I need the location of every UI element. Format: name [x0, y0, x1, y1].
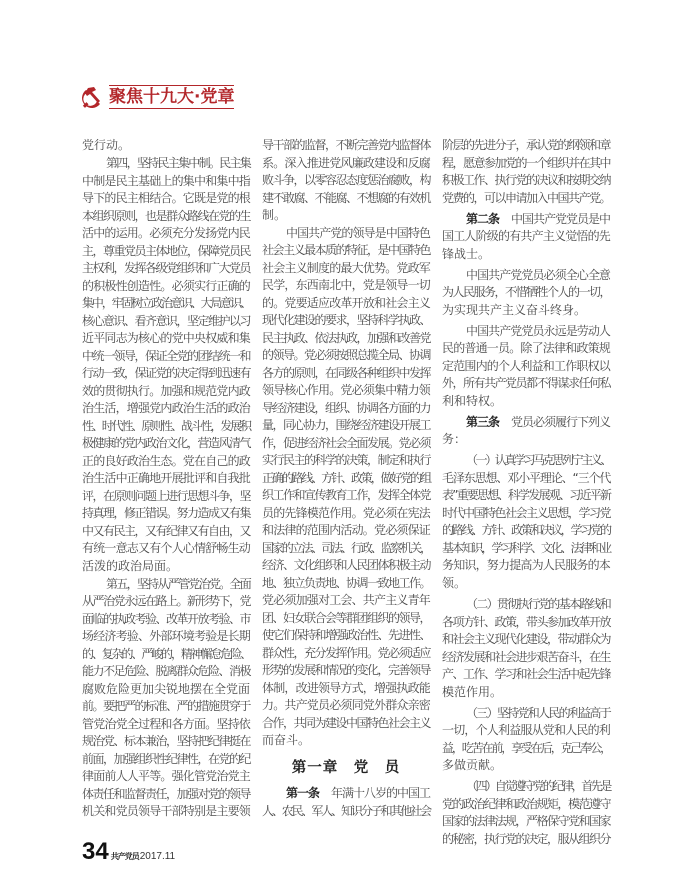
text-line: 集中，牢固树立政治意识、大局意识、: [82, 296, 251, 310]
section-title-frame: [109, 85, 234, 109]
text-line: 党费的，可以申请加入中国共产党。: [442, 190, 611, 205]
article-text: 党员必须履行下列义: [511, 414, 611, 429]
text-line: 近平同志为核心的党中央权威和集: [82, 331, 251, 345]
text-line: 中又有民主，又有纪律又有自由，又: [82, 523, 251, 538]
text-line: （四）自觉遵守党的纪律，首先是: [466, 779, 611, 794]
paragraph: [442, 596, 610, 701]
paragraph: [442, 705, 610, 775]
text-line: 领导核心作用。党必须集中精力领: [262, 383, 431, 397]
text-line: 实行民主的科学的决策，制定和执行: [262, 453, 431, 467]
text-line: 外，所有共产党员都不得谋求任何私: [442, 376, 611, 391]
text-line: 正确的路线、方针、政策，做好党的组: [262, 470, 431, 485]
text-line: 建不敢腐、不能腐、不想腐的有效机: [262, 190, 431, 205]
text-line: 治生活中正确地开展批评和自我批: [82, 471, 251, 485]
text-line: 的积极性创造性。必须实行正确的: [82, 278, 251, 293]
magazine-title: 共产党员: [110, 852, 139, 861]
text-line: 中国共产党的领导是中国特色: [286, 225, 431, 240]
article-label: 第三条: [466, 414, 500, 429]
text-line: 国家的立法、司法、行政、监察机关，: [262, 540, 431, 555]
paragraph: [82, 155, 250, 575]
section-title: 聚焦十九大·党章: [109, 87, 235, 107]
text-line: 败斗争，以零容忍态度惩治腐败，构: [262, 173, 431, 187]
text-line: 能力不足危险、脱离群众危险、消极: [82, 664, 251, 678]
text-line: 积极工作、执行党的决议和按期交纳: [442, 173, 611, 187]
text-line: 系。深入推进党风廉政建设和反腐: [262, 155, 431, 170]
paragraph: [442, 211, 610, 264]
paragraph: [442, 452, 610, 592]
text-line: 织工作和宣传教育工作，发挥全体党: [262, 488, 431, 502]
text-line: 机关和党员领导干部特别是主要领: [82, 804, 251, 818]
article-text: 中国共产党党员是中: [511, 211, 611, 226]
text-column-1: [82, 137, 250, 821]
text-line: 领。: [442, 575, 467, 590]
text-line: 团、妇女联合会等群团组织的领导，: [262, 610, 431, 625]
text-line: 社会主义最本质的特征，是中国特色: [262, 243, 431, 257]
paragraph: [442, 778, 610, 848]
text-line: 面临的执政考验、改革开放考验、市: [82, 611, 251, 626]
text-line: 时代中国特色社会主义思想，学习党: [442, 505, 611, 520]
text-line: 持真理，修正错误。努力造成又有集: [82, 506, 251, 520]
text-line: 量，同心协力，围绕经济建设开展工: [262, 418, 431, 432]
text-line: 为人民服务，不惜牺牲个人的一切，: [442, 285, 611, 300]
text-line: 社会主义制度的最大优势。党政军: [262, 260, 431, 275]
text-line: 中制是民主基础上的集中和集中指: [82, 173, 251, 188]
text-line: 模范作用。: [442, 684, 503, 699]
text-line: （一）认真学习马克思列宁主义、: [466, 453, 611, 468]
text-line: 正的良好政治生态。党在自己的政: [82, 453, 251, 468]
text-line: 的路线、方针、政策和决议，学习党的: [442, 523, 611, 538]
text-line: 为实现共产主义奋斗终身。: [442, 302, 587, 317]
text-line: 锋战士。: [442, 246, 491, 261]
text-line: 本组织原则，也是群众路线在党的生: [82, 208, 251, 223]
text-line: 从严治党永远在路上。新形势下，党: [82, 594, 251, 608]
text-column-3: [442, 137, 610, 852]
text-line: 的、复杂的、严峻的，精神懈怠危险、: [82, 646, 251, 661]
text-line: 国工人阶级的有共产主义觉悟的先: [442, 229, 611, 244]
text-line: 第五，坚持从严管党治党。全面: [106, 576, 251, 591]
text-line: 基本知识，学习科学、文化、法律和业: [442, 540, 611, 555]
text-line: 中国共产党党员永远是劳动人: [466, 323, 611, 338]
text-line: 主权利，发挥各级党组织和广大党员: [82, 261, 251, 275]
text-line: 务：: [442, 432, 467, 447]
text-line: 程，愿意参加党的一个组织并在其中: [442, 155, 611, 170]
text-line: 经济发展和社会进步艰苦奋斗，在生: [442, 649, 611, 664]
text-line: 前。要把严的标准、严的措施贯穿于: [82, 699, 251, 713]
text-line: 导经济建设，组织、协调各方面的力: [262, 400, 431, 415]
text-line: 中统一领导，保证全党的团结统一和: [82, 348, 251, 363]
text-line: 中国共产党党员必须全心全意: [466, 267, 611, 282]
page-number: 34: [82, 838, 109, 865]
text-line: 活中的运用。必须充分发扬党内民: [82, 226, 251, 240]
text-line: 管党治党全过程和各方面。坚持依: [82, 716, 251, 731]
text-line: [262, 785, 430, 803]
text-line: 党的政治纪律和政治规矩，模范遵守: [442, 796, 611, 811]
text-line: 表”重要思想、科学发展观、习近平新: [442, 488, 611, 503]
text-line: 作，促进经济社会全面发展。党必须: [262, 435, 431, 450]
text-line: 和法律的范围内活动。党必须保证: [262, 523, 431, 537]
text-line: 力。共产党员必须同党外群众亲密: [262, 698, 431, 712]
article-label: 第一条: [286, 786, 320, 800]
text-line: 而奋斗。: [262, 733, 311, 747]
text-line: （三）坚持党和人民的利益高于: [466, 705, 611, 720]
text-line: 一切，个人利益服从党和人民的利: [442, 723, 611, 738]
text-line: 使它们保持和增强政治性、先进性、: [262, 628, 431, 642]
text-line: 体制，改进领导方式，增强执政能: [262, 680, 431, 695]
text-line: 导干部的监督，不断完善党内监督体: [262, 138, 431, 152]
text-line: 员的先锋模范作用。党必须在宪法: [262, 505, 431, 520]
text-line: 主，尊重党员主体地位，保障党员民: [82, 243, 251, 258]
text-line: 形势的发展和情况的变化，完善领导: [262, 663, 431, 677]
text-line: 益，吃苦在前，享受在后，克己奉公，: [442, 740, 611, 755]
text-line: 的领导。党必须按照总揽全局、协调: [262, 348, 431, 362]
hammer-and-sickle-icon: [80, 84, 106, 110]
issue-date: 2017.11: [139, 851, 176, 862]
text-line: 定范围内的个人利益和工作职权以: [442, 358, 611, 373]
text-column-2: [262, 137, 430, 820]
text-line: 人、农民、军人、知识分子和其他社会: [262, 803, 431, 818]
paragraph: [262, 137, 430, 225]
paragraph: [262, 225, 430, 750]
text-line: 地、独立负责地、协调一致地工作。: [262, 575, 431, 590]
text-line: 有统一意志又有个人心情舒畅生动: [82, 541, 251, 555]
paragraph: [82, 137, 250, 155]
text-line: 经济、文化组织和人民团体积极主动: [262, 558, 431, 572]
article-label: 第二条: [466, 211, 500, 226]
text-line: 现代化建设的要求，坚持科学执政、: [262, 313, 431, 327]
text-line: 各项方针、政策，带头参加改革开放: [442, 614, 611, 629]
text-line: 律面前人人平等。强化管党治党主: [82, 769, 251, 783]
text-line: 行动一致，保证党的决定得到迅速有: [82, 366, 251, 380]
text-line: 阶层的先进分子，承认党的纲领和章: [442, 138, 611, 152]
text-line: 体责任和监督责任，加强对党的领导: [82, 786, 251, 801]
text-line: 核心意识、看齐意识，坚定维护以习: [82, 313, 251, 328]
text-line: 毛泽东思想、邓小平理论、“三个代: [442, 470, 611, 485]
text-line: 效的贯彻执行。加强和规范党内政: [82, 383, 251, 398]
text-line: 民的普通一员。除了法律和政策规: [442, 341, 611, 356]
text-line: （二）贯彻执行党的基本路线和: [466, 597, 611, 612]
text-line: 党必须加强对工会、共产主义青年: [262, 593, 431, 607]
text-line: 规治党、标本兼治，坚持把纪律挺在: [82, 734, 251, 748]
text-line: 产、工作、学习和社会生活中起先锋: [442, 667, 611, 682]
text-line: 民学，东西南北中，党是领导一切: [262, 278, 431, 292]
paragraph: [82, 576, 250, 821]
paragraph: [442, 137, 610, 207]
text-line: 性、时代性、原则性、战斗性，发展积: [82, 418, 251, 433]
text-line: 制。: [262, 208, 287, 222]
text-line: 多做贡献。: [442, 758, 503, 773]
paragraph: [442, 323, 610, 411]
text-line: 合作，共同为建设中国特色社会主义: [262, 715, 431, 730]
chapter-heading: 第一章 党 员: [291, 759, 401, 776]
page-footer: [82, 840, 175, 864]
text-line: 治生活，增强党内政治生活的政治: [82, 401, 251, 415]
paragraph: [262, 785, 430, 820]
text-line: 各方的原则，在同级各种组织中发挥: [262, 365, 431, 380]
text-line: 导下的民主相结合。它既是党的根: [82, 191, 251, 205]
text-line: 民主执政、依法执政，加强和改善党: [262, 330, 431, 345]
paragraph: [442, 267, 610, 320]
text-line: 的。党要适应改革开放和社会主义: [262, 295, 431, 310]
text-line: 极健康的党内政治文化，营造风清气: [82, 436, 251, 450]
text-line: 利和特权。: [442, 393, 503, 408]
text-line: 评，在原则问题上进行思想斗争，坚: [82, 488, 251, 503]
section-header: [80, 82, 234, 112]
text-line: 的秘密，执行党的决定，服从组织分: [442, 831, 611, 846]
text-line: 群众性，充分发挥作用。党必须适应: [262, 645, 431, 660]
text-line: 务知识，努力提高为人民服务的本: [442, 558, 611, 573]
text-line: 腐败危险更加尖锐地摆在全党面: [82, 681, 251, 696]
text-line: 前面，加强组织性纪律性，在党的纪: [82, 751, 251, 766]
text-line: [442, 414, 610, 432]
text-line: 活泼的政治局面。: [82, 558, 179, 573]
text-line: 党行动。: [82, 138, 131, 152]
text-line: 国家的法律法规，严格保守党和国家: [442, 814, 611, 829]
article-text: 年满十八岁的中国工: [331, 786, 431, 800]
text-line: 第四，坚持民主集中制。民主集: [106, 156, 251, 170]
text-line: 和社会主义现代化建设，带动群众为: [442, 632, 611, 647]
text-line: 场经济考验、外部环境考验是长期: [82, 629, 251, 643]
paragraph: [442, 414, 610, 449]
text-line: [442, 211, 610, 229]
